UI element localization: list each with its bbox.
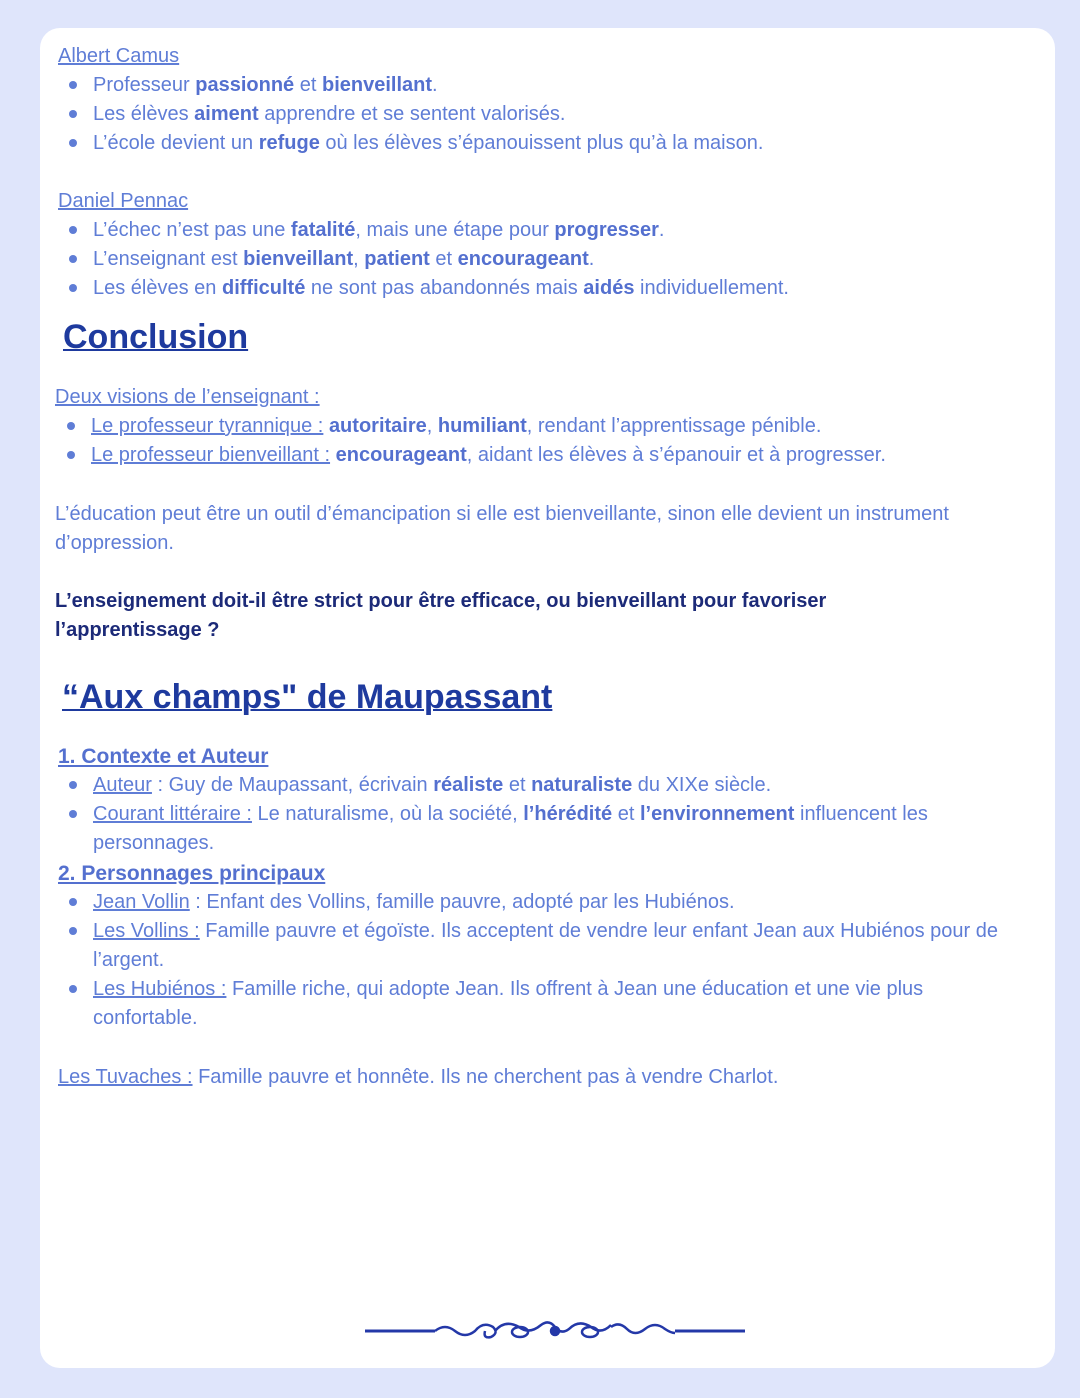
page-card <box>40 28 1055 1368</box>
list-item: Les Vollins : Famille pauvre et égoïste. Ils acceptent de vendre leur enfant Jean aux Hubiénos pour de l’argent. <box>57 917 1032 975</box>
list-item: Auteur : Guy de Maupassant, écrivain réaliste et naturaliste du XIXe siècle. <box>57 771 1032 800</box>
list-item: Les Hubiénos : Famille riche, qui adopte Jean. Ils offrent à Jean une éducation et une vie plus confortable. <box>57 975 1032 1033</box>
conclusion-question: L’enseignement doit-il être strict pour être efficace, ou bienveillant pour favoriser l’apprentissage ? <box>55 590 827 641</box>
pennac-heading: Daniel Pennac <box>58 190 189 212</box>
section-characters: 2. Personnages principaux <box>58 862 326 885</box>
visions-label: Deux visions de l’enseignant : <box>55 386 320 408</box>
characters-list <box>57 888 1032 1033</box>
list-item: L’échec n’est pas une fatalité, mais une étape pour progresser. <box>57 216 1032 245</box>
section-context-author: 1. Contexte et Auteur <box>58 745 269 768</box>
camus-list <box>57 71 1032 158</box>
context-list <box>57 771 1032 858</box>
list-item: L’enseignant est bienveillant, patient et encourageant. <box>57 245 1032 274</box>
list-item: Professeur passionné et bienveillant. <box>57 71 1032 100</box>
conclusion-title: Conclusion <box>63 318 249 356</box>
list-item: Courant littéraire : Le naturalisme, où la société, l’hérédité et l’environnement influencent les personnages. <box>57 800 1032 858</box>
list-item: Jean Vollin : Enfant des Vollins, famille pauvre, adopté par les Hubiénos. <box>57 888 1032 917</box>
visions-list <box>55 412 1030 470</box>
maupassant-title: “Aux champs" de Maupassant <box>62 678 553 716</box>
camus-heading: Albert Camus <box>58 45 180 67</box>
flourish-divider-icon <box>365 1316 745 1351</box>
list-item: Le professeur bienveillant : encourageant, aidant les élèves à s’épanouir et à progresser. <box>55 441 1030 470</box>
pennac-list <box>57 216 1032 303</box>
conclusion-paragraph: L’éducation peut être un outil d’émancipation si elle est bienveillante, sinon elle devient un instrument d’oppression. <box>55 503 949 554</box>
tuvaches-line: Les Tuvaches : Famille pauvre et honnête. Ils ne cherchent pas à vendre Charlot. <box>58 1066 779 1088</box>
list-item: Les élèves en difficulté ne sont pas abandonnés mais aidés individuellement. <box>57 274 1032 303</box>
list-item: Les élèves aiment apprendre et se sentent valorisés. <box>57 100 1032 129</box>
list-item: Le professeur tyrannique : autoritaire, humiliant, rendant l’apprentissage pénible. <box>55 412 1030 441</box>
list-item: L’école devient un refuge où les élèves s’épanouissent plus qu’à la maison. <box>57 129 1032 158</box>
